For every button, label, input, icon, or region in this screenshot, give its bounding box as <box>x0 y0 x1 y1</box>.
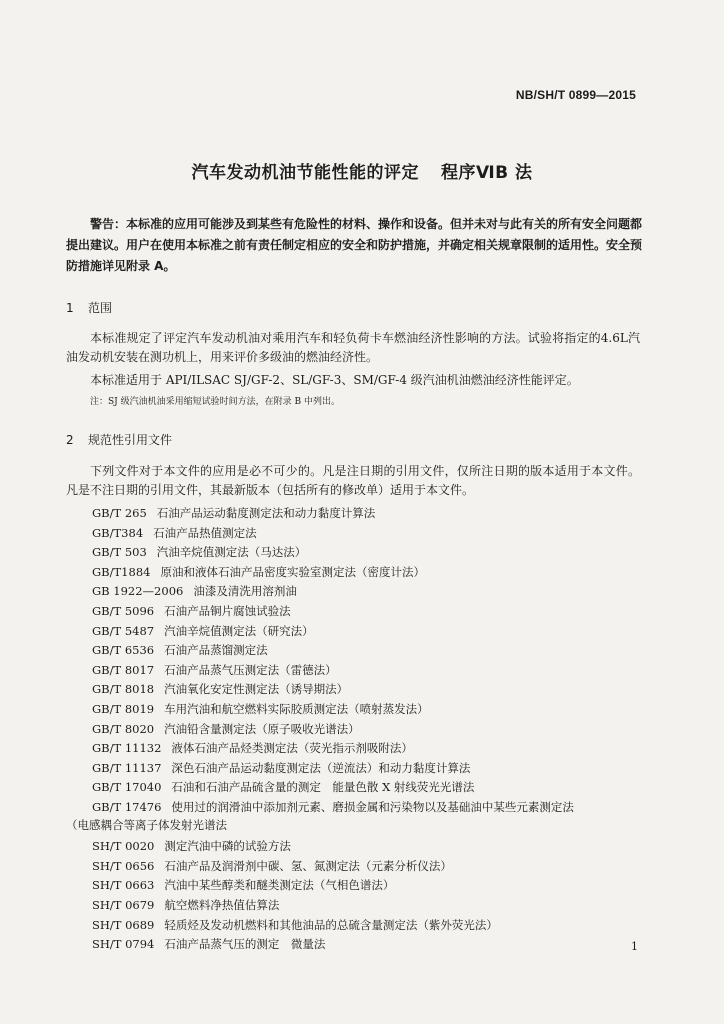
reference-code: GB/T 8019 <box>92 702 155 716</box>
reference-title: 石油产品运动黏度测定法和动力黏度计算法 <box>156 506 376 520</box>
reference-code: SH/T 0689 <box>92 918 155 932</box>
reference-item <box>92 799 574 815</box>
section-1-heading <box>66 299 112 316</box>
reference-title: 汽油辛烷值测定法（马达法） <box>156 545 307 559</box>
reference-item <box>92 505 375 521</box>
section-1-title: 范围 <box>88 301 113 315</box>
section-2-number: 2 <box>66 433 74 447</box>
reference-title: 使用过的润滑油中添加剂元素、磨损金属和污染物以及基础油中某些元素测定法 <box>171 800 574 814</box>
reference-title: 车用汽油和航空燃料实际胶质测定法（喷射蒸发法） <box>164 702 429 716</box>
reference-code: GB/T1884 <box>92 565 151 579</box>
reference-title: 石油产品铜片腐蚀试验法 <box>164 604 291 618</box>
reference-title: 深色石油产品运动黏度测定法（逆流法）和动力黏度计算法 <box>171 761 471 775</box>
document-title <box>0 158 724 183</box>
reference-title: 油漆及清洗用溶剂油 <box>193 584 297 598</box>
reference-code: GB/T 8018 <box>92 682 155 696</box>
reference-continuation: （电感耦合等离子体发射光谱法 <box>66 818 227 832</box>
reference-code: SH/T 0663 <box>92 878 155 892</box>
reference-item <box>92 838 291 854</box>
reference-item <box>92 525 257 541</box>
reference-title: 汽油中某些醇类和醚类测定法（气相色谱法） <box>164 878 395 892</box>
reference-title: 石油产品及润滑剂中碳、氢、氮测定法（元素分析仪法） <box>164 859 452 873</box>
reference-title: 石油产品蒸气压测定法（雷德法） <box>164 663 337 677</box>
title-sub: 程序ⅥB 法 <box>440 163 533 183</box>
reference-item <box>92 779 474 795</box>
reference-title: 原油和液体石油产品密度实验室测定法（密度计法） <box>160 565 425 579</box>
reference-title: 石油产品蒸气压的测定 微量法 <box>164 937 326 951</box>
page-number: 1 <box>631 940 638 953</box>
reference-title: 石油和石油产品硫含量的测定 能量色散 X 射线荧光光谱法 <box>171 780 475 794</box>
reference-title: 汽油铅含量测定法（原子吸收光谱法） <box>164 722 360 736</box>
reference-item <box>92 623 314 639</box>
reference-title: 液体石油产品烃类测定法（荧光指示剂吸附法） <box>171 741 413 755</box>
reference-code: SH/T 0020 <box>92 839 155 853</box>
reference-code: GB/T 5096 <box>92 604 155 618</box>
reference-code: GB 1922—2006 <box>92 584 184 598</box>
reference-code: GB/T 503 <box>92 545 147 559</box>
reference-item <box>92 897 279 913</box>
reference-code: GB/T 6536 <box>92 643 155 657</box>
reference-item <box>92 603 291 619</box>
reference-item <box>92 564 425 580</box>
reference-item <box>92 936 325 952</box>
title-main: 汽车发动机油节能性能的评定 <box>191 163 419 183</box>
reference-title: 石油产品热值测定法 <box>153 526 257 540</box>
section-2-intro: 下列文件对于本文件的应用是必不可少的。凡是注日期的引用文件，仅所注日期的版本适用于本文件。凡是不注日期的引用文件，其最新版本（包括所有的修改单）适用于本文件。 <box>66 464 640 497</box>
reference-code: GB/T 17040 <box>92 780 162 794</box>
reference-code: SH/T 0794 <box>92 937 155 951</box>
reference-item <box>92 681 348 697</box>
section-1-note: 注：SJ 级汽油机油采用缩短试验时间方法，在附录 B 中列出。 <box>90 397 340 407</box>
reference-item <box>92 544 306 560</box>
reference-item <box>92 740 413 756</box>
reference-code: GB/T 8017 <box>92 663 155 677</box>
reference-item <box>92 662 337 678</box>
reference-item <box>92 760 470 776</box>
reference-code: GB/T 11132 <box>92 741 162 755</box>
reference-code: SH/T 0656 <box>92 859 155 873</box>
standard-number: NB/SH/T 0899—2015 <box>515 88 636 102</box>
reference-title: 航空燃料净热值估算法 <box>164 898 280 912</box>
reference-item <box>92 858 452 874</box>
reference-title: 汽油氧化安定性测定法（诱导期法） <box>164 682 349 696</box>
reference-item <box>92 721 360 737</box>
reference-item <box>92 583 297 599</box>
reference-code: SH/T 0679 <box>92 898 155 912</box>
reference-item <box>92 877 394 893</box>
reference-item <box>92 701 429 717</box>
reference-code: GB/T 8020 <box>92 722 155 736</box>
reference-item <box>92 917 498 933</box>
reference-code: GB/T 5487 <box>92 624 155 638</box>
reference-title: 轻质烃及发动机燃料和其他油品的总硫含量测定法（紫外荧光法） <box>164 918 498 932</box>
reference-title: 汽油辛烷值测定法（研究法） <box>164 624 314 638</box>
reference-code: GB/T 265 <box>92 506 147 520</box>
section-2-heading <box>66 431 172 448</box>
section-1-paragraph-1: 本标准规定了评定汽车发动机油对乘用汽车和轻负荷卡车燃油经济性影响的方法。试验将指定的4.6L汽油发动机安装在测功机上，用来评价多级油的燃油经济性。 <box>66 331 640 364</box>
safety-warning: 警告：本标准的应用可能涉及到某些有危险性的材料、操作和设备。但并未对与此有关的所有安全问题都提出建议。用户在使用本标准之前有责任制定相应的安全和防护措施，并确定相关规章限制的适用性。安全预防措施详见附录 A。 <box>66 217 643 273</box>
reference-code: GB/T384 <box>92 526 144 540</box>
reference-title: 石油产品蒸馏测定法 <box>164 643 268 657</box>
section-1-paragraph-2: 本标准适用于 API/ILSAC SJ/GF-2、SL/GF-3、SM/GF-4 级汽油机油燃油经济性能评定。 <box>90 373 579 387</box>
reference-code: GB/T 11137 <box>92 761 162 775</box>
reference-item <box>92 642 268 658</box>
section-2-title: 规范性引用文件 <box>88 433 173 447</box>
reference-code: GB/T 17476 <box>92 800 162 814</box>
section-1-number: 1 <box>66 301 74 315</box>
reference-title: 测定汽油中磷的试验方法 <box>164 839 291 853</box>
